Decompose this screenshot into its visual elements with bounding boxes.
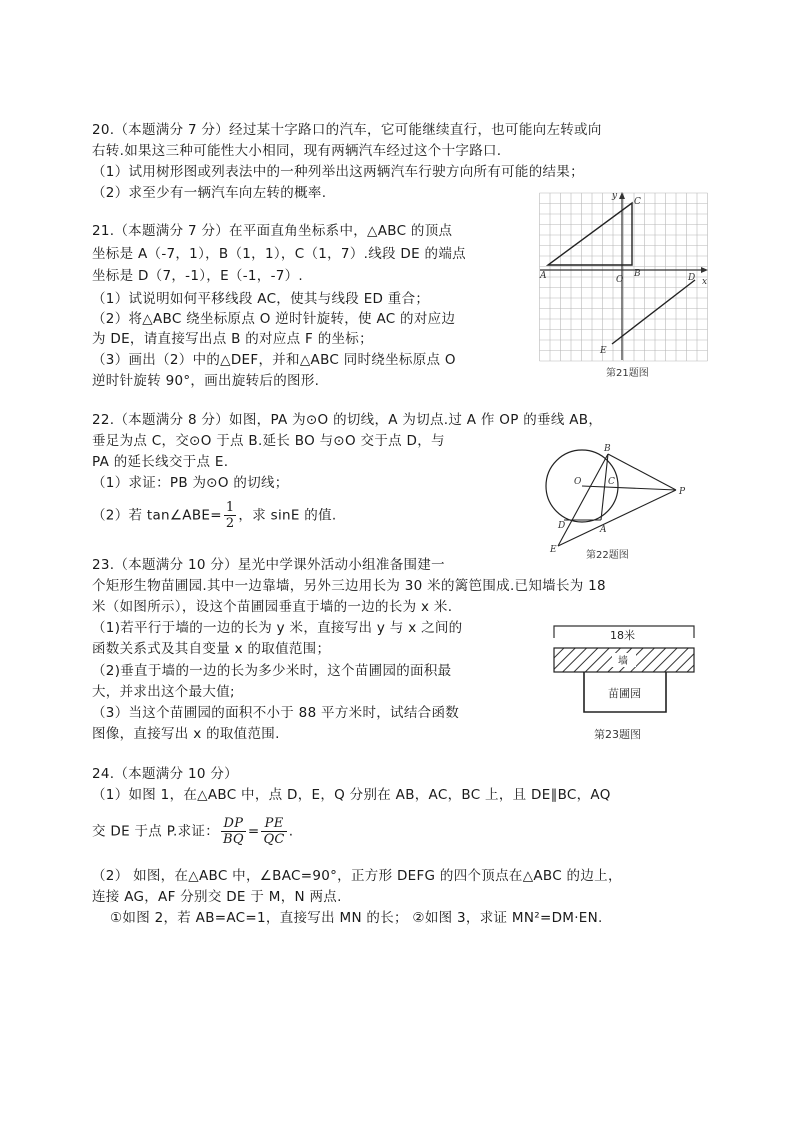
q22-line-4: （1）求证：PB 为⊙O 的切线； <box>92 475 289 491</box>
figure-21-caption: 第21题图 <box>606 368 649 379</box>
q23-line-3: 米（如图所示），设这个苗圃园垂直于墙的一边的长为 x 米. <box>92 599 453 615</box>
q21-line-4: （1）试说明如何平移线段 AC，使其与线段 ED 重合； <box>92 291 430 307</box>
fraction-denominator: BQ <box>223 832 244 847</box>
q23-line-5: 函数关系式及其自变量 x 的取值范围； <box>92 641 331 657</box>
segment-de <box>612 280 695 344</box>
q23-line-9: 图像，直接写出 x 的取值范围. <box>92 726 280 742</box>
q24-line-3-prefix: 交 DE 于点 P.求证： <box>92 823 220 840</box>
q24-line-3 <box>92 816 293 847</box>
q20-line-3: （1）试用树形图或列表法中的一种列举出这两辆汽车行驶方向所有可能的结果； <box>92 164 584 180</box>
q21-line-8: 逆时针旋转 90°，画出旋转后的图形. <box>92 373 320 389</box>
q24-line-2: （1）如图 1，在△ABC 中，点 D，E，Q 分别在 AB，AC，BC 上，且 DE∥BC，AQ <box>92 787 611 803</box>
equals-sign: = <box>247 823 260 840</box>
q23-line-2: 个矩形生物苗圃园.其中一边靠墙，另外三边用长为 30 米的篱笆围成.已知墙长为 18 <box>92 578 606 594</box>
figure-23-caption: 第23题图 <box>594 728 641 741</box>
label-c: C <box>634 197 641 207</box>
q21-line-3: 坐标是 D（7，-1），E（-1，-7）. <box>92 268 304 284</box>
fraction-pe-qc <box>261 816 286 847</box>
q22-line-5-suffix: ，求 sinE 的值. <box>238 507 337 524</box>
label-a: A <box>600 525 607 535</box>
fraction-one-half <box>224 500 237 531</box>
figure-22 <box>536 440 696 564</box>
label-d: D <box>688 273 696 283</box>
x-axis-label: x <box>702 277 708 287</box>
label-o: O <box>616 275 624 285</box>
q23-line-6: （2)垂直于墙的一边的长为多少米时，这个苗圃园的面积最 <box>92 663 452 679</box>
q22-line-1: 22.（本题满分 8 分）如图，PA 为⊙O 的切线，A 为切点.过 A 作 OP 的垂线 AB， <box>92 412 603 428</box>
q20-line-2: 右转.如果这三种可能性大小相同，现有两辆汽车经过这个十字路口. <box>92 143 502 159</box>
label-a: A <box>540 271 547 281</box>
q23-line-7: 大，并求出这个最大值; <box>92 684 235 700</box>
wall-label: 墙 <box>618 656 628 667</box>
label-d: D <box>558 521 566 531</box>
figure-21 <box>536 190 712 382</box>
fraction-numerator: PE <box>261 816 286 832</box>
label-o: O <box>574 477 582 487</box>
label-p: P <box>679 487 686 497</box>
fraction-denominator: QC <box>263 832 285 847</box>
q21-line-2: 坐标是 A（-7，1），B（1，1），C（1，7）.线段 DE 的端点 <box>92 246 466 262</box>
label-e: E <box>600 346 607 356</box>
q24-line-5: 连接 AG，AF 分别交 DE 于 M，N 两点. <box>92 889 342 905</box>
line-op <box>582 486 676 490</box>
fraction-numerator: 1 <box>225 500 235 515</box>
y-axis-label: y <box>612 191 618 201</box>
q23-line-4: （1)若平行于墙的一边的长为 y 米，直接写出 y 与 x 之间的 <box>92 620 463 636</box>
q23-line-8: （3）当这个苗圃园的面积不小于 88 平方米时，试结合函数 <box>92 705 460 721</box>
q21-line-1: 21.（本题满分 7 分）在平面直角坐标系中，△ABC 的顶点 <box>92 223 453 239</box>
wall-length-label: 18米 <box>610 629 635 642</box>
q20-line-1: 20.（本题满分 7 分）经过某十字路口的汽车，它可能继续直行，也可能向左转或向 <box>92 122 602 138</box>
q21-line-7: （3）画出（2）中的△DEF，并和△ABC 同时绕坐标原点 O <box>92 352 456 368</box>
figure-23 <box>548 618 704 746</box>
q20-line-4: （2）求至少有一辆汽车向左转的概率. <box>92 185 327 201</box>
q21-line-5: （2）将△ABC 绕坐标原点 O 逆时针旋转，使 AC 的对应边 <box>92 311 456 327</box>
q22-line-3: PA 的延长线交于点 E. <box>92 454 229 470</box>
figure-22-caption: 第22题图 <box>586 550 629 561</box>
label-e: E <box>550 545 557 555</box>
q22-line-5-prefix: （2）若 tan∠ABE= <box>92 507 222 524</box>
fraction-denominator: 2 <box>225 516 235 531</box>
label-c: C <box>608 477 615 487</box>
q21-line-6: 为 DE，请直接写出点 B 的对应点 F 的坐标； <box>92 331 373 347</box>
line-pe <box>558 490 676 546</box>
q24-line-3-suffix: . <box>288 823 294 840</box>
q24-line-4: （2） 如图，在△ABC 中，∠BAC=90°，正方形 DEFG 的四个顶点在△ABC 的边上， <box>92 868 622 884</box>
fraction-dp-bq <box>221 816 246 847</box>
q23-line-1: 23.（本题满分 10 分）星光中学课外活动小组准备围建一 <box>92 557 445 573</box>
fraction-numerator: DP <box>221 816 246 832</box>
q22-line-2: 垂足为点 C，交⊙O 于点 B.延长 BO 与⊙O 交于点 D，与 <box>92 433 445 449</box>
garden-label: 苗圃园 <box>608 687 641 700</box>
q24-line-6: ①如图 2，若 AB=AC=1，直接写出 MN 的长； ②如图 3，求证 MN²=DM·EN. <box>110 910 603 926</box>
label-b: B <box>634 269 641 279</box>
q22-line-5 <box>92 500 336 531</box>
q24-line-1: 24.（本题满分 10 分） <box>92 766 238 782</box>
label-b: B <box>604 444 611 454</box>
x-axis-arrow <box>701 267 708 273</box>
